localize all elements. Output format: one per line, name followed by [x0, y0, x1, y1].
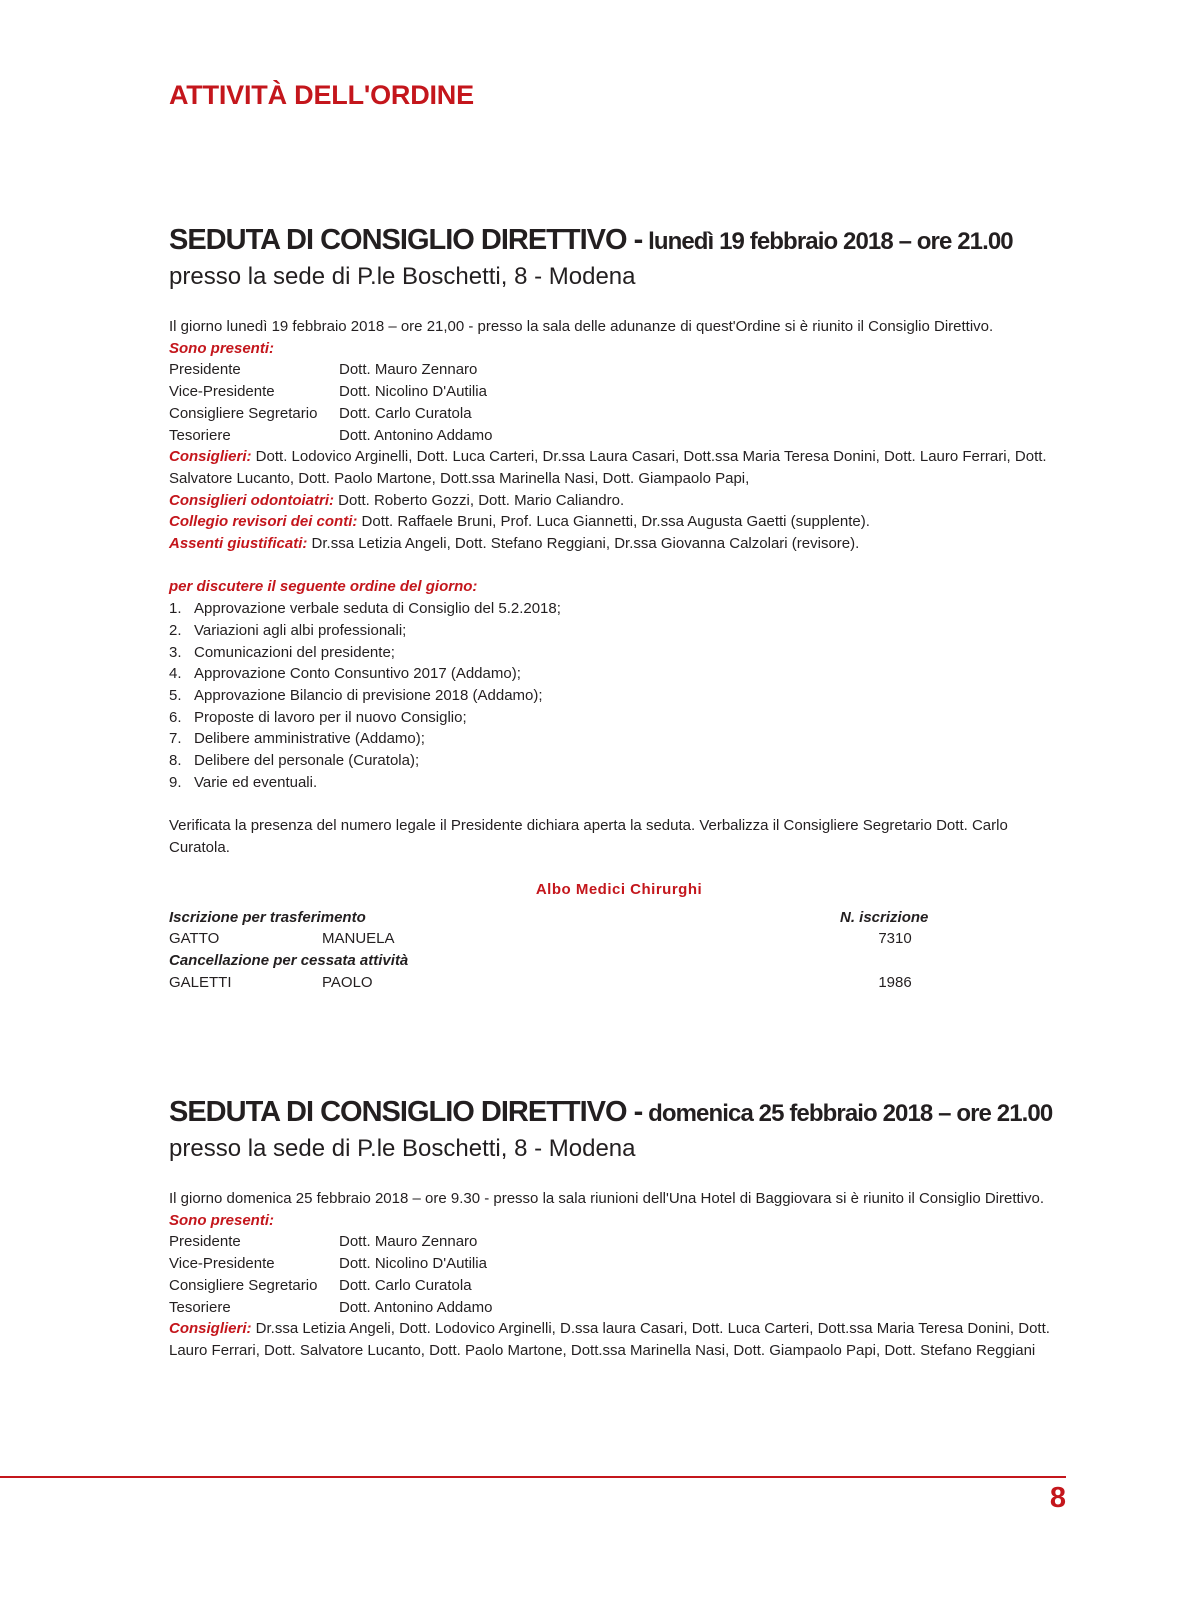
footer-divider — [0, 1476, 1066, 1478]
member-group — [169, 490, 1069, 512]
member-group-label: Consiglieri: — [169, 448, 252, 466]
agenda-item-number: 1. — [169, 600, 182, 618]
agenda-item — [169, 642, 1069, 664]
agenda-item — [169, 707, 1069, 729]
agenda-item — [169, 598, 1069, 620]
albo-table — [169, 907, 1069, 994]
seduta-title-main: SEDUTA DI CONSIGLIO DIRETTIVO - — [169, 224, 643, 256]
member-group-names: Dott. Lodovico Arginelli, Dott. Luca Carteri, Dr.ssa Laura Casari, Dott.ssa Maria Teresa Donini, Dott. Lauro Ferrari, Dott. Salvatore Lucanto, Dott. Paolo Martone, Dott.ssa Marinella Nasi, Dott. Giampaolo Papi, — [169, 448, 1047, 487]
albo-number: 1986 — [878, 973, 912, 991]
role-title: Vice-Presidente — [169, 383, 275, 401]
seduta-25-febbraio — [169, 1094, 1069, 1362]
member-group-names: Dr.ssa Letizia Angeli, Dott. Stefano Reggiani, Dr.ssa Giovanna Calzolari (revisore). — [307, 535, 860, 553]
role-person: Dott. Nicolino D'Autilia — [339, 383, 487, 401]
agenda-item-number: 2. — [169, 621, 182, 639]
role-title: Presidente — [169, 361, 241, 379]
agenda-item — [169, 620, 1069, 642]
member-group — [169, 533, 1069, 555]
seduta-date: domenica 25 febbraio 2018 – ore 21.00 — [642, 1100, 1053, 1127]
role-row — [169, 403, 1069, 425]
member-group-names: Dr.ssa Letizia Angeli, Dott. Lodovico Arginelli, D.ssa laura Casari, Dott. Luca Carteri, Dott.ssa Maria Teresa Donini, Dott. Lauro Ferrari, Dott. Salvatore Lucanto, Dott. Paolo Martone, Dott.ssa Marinella Nasi, Dott. Giampaolo Papi, Dott. Stefano Reggiani — [169, 1320, 1050, 1359]
member-group — [169, 511, 1069, 533]
seduta-intro: Il giorno lunedì 19 febbraio 2018 – ore 21,00 - presso la sala delle adunanze di quest'Ordine si è riunito il Consiglio Direttivo. — [169, 318, 994, 335]
albo-surname: GALETTI — [169, 973, 232, 991]
seduta-date: lunedì 19 febbraio 2018 – ore 21.00 — [642, 228, 1013, 255]
agenda-item-number: 9. — [169, 773, 182, 791]
seduta-title — [169, 222, 1069, 260]
albo-firstname: PAOLO — [322, 973, 373, 991]
agenda-item-text: Approvazione verbale seduta di Consiglio del 5.2.2018; — [194, 600, 561, 618]
role-title: Tesoriere — [169, 1298, 231, 1316]
numero-iscrizione-label: N. iscrizione — [840, 908, 929, 926]
agenda-item-text: Comunicazioni del presidente; — [194, 643, 395, 661]
member-group-label: Collegio revisori dei conti: — [169, 513, 358, 531]
section-header: ATTIVITÀ DELL'ORDINE — [169, 80, 474, 110]
agenda-item — [169, 685, 1069, 707]
seduta-19-febbraio — [169, 222, 1069, 993]
role-person: Dott. Antonino Addamo — [339, 426, 493, 444]
albo-row — [169, 928, 1069, 950]
member-group — [169, 446, 1069, 489]
agenda-item-text: Varie ed eventuali. — [194, 773, 318, 791]
member-group-label: Consiglieri odontoiatri: — [169, 491, 334, 509]
seduta-title — [169, 1094, 1069, 1132]
agenda-item-number: 6. — [169, 708, 182, 726]
agenda-item-number: 8. — [169, 752, 182, 770]
role-title: Vice-Presidente — [169, 1255, 275, 1273]
albo-firstname: MANUELA — [322, 930, 395, 948]
role-row — [169, 1253, 1069, 1275]
role-row — [169, 381, 1069, 403]
agenda-item-text: Variazioni agli albi professionali; — [194, 621, 407, 639]
agenda-label: per discutere il seguente ordine del giorno: — [169, 578, 478, 596]
albo-title: Albo Medici Chirurghi — [535, 880, 703, 898]
seduta-title-main: SEDUTA DI CONSIGLIO DIRETTIVO - — [169, 1096, 643, 1128]
agenda-list — [169, 598, 1069, 793]
member-group-names: Dott. Roberto Gozzi, Dott. Mario Caliandro. — [334, 491, 625, 509]
agenda-item — [169, 772, 1069, 794]
verifica-paragraph: Verificata la presenza del numero legale il Presidente dichiara aperta la seduta. Verbalizza il Consigliere Segretario Dott. Carlo Curatola. — [169, 817, 1008, 856]
role-person: Dott. Antonino Addamo — [339, 1298, 493, 1316]
albo-header-row — [169, 907, 1069, 929]
member-group-label: Consiglieri: — [169, 1320, 252, 1338]
page-number: 8 — [1049, 1482, 1066, 1514]
agenda-item-text: Proposte di lavoro per il nuovo Consiglio; — [194, 708, 467, 726]
agenda-item — [169, 750, 1069, 772]
agenda-item-text: Delibere amministrative (Addamo); — [194, 730, 425, 748]
role-person: Dott. Carlo Curatola — [339, 1276, 472, 1294]
seduta-location: presso la sede di P.le Boschetti, 8 - Modena — [169, 263, 636, 290]
role-title: Presidente — [169, 1233, 241, 1251]
agenda-item — [169, 663, 1069, 685]
albo-row — [169, 972, 1069, 994]
agenda-item-number: 5. — [169, 686, 182, 704]
agenda-item-text: Approvazione Conto Consuntivo 2017 (Addamo); — [194, 665, 521, 683]
role-title: Tesoriere — [169, 426, 231, 444]
agenda-item-number: 4. — [169, 665, 182, 683]
seduta-intro: Il giorno domenica 25 febbraio 2018 – ore 9.30 - presso la sala riunioni dell'Una Hotel di Baggiovara si è riunito il Consiglio Direttivo. — [169, 1190, 1045, 1207]
agenda-item-text: Delibere del personale (Curatola); — [194, 752, 420, 770]
albo-surname: GATTO — [169, 930, 220, 948]
presenti-label: Sono presenti: — [169, 339, 275, 357]
role-row — [169, 1275, 1069, 1297]
cancellazione-label: Cancellazione per cessata attività — [169, 951, 409, 969]
presenti-label: Sono presenti: — [169, 1211, 275, 1229]
role-row — [169, 425, 1069, 447]
member-group-names: Dott. Raffaele Bruni, Prof. Luca Giannetti, Dr.ssa Augusta Gaetti (supplente). — [357, 513, 870, 531]
role-title: Consigliere Segretario — [169, 404, 318, 422]
agenda-item-number: 3. — [169, 643, 182, 661]
agenda-item — [169, 728, 1069, 750]
role-person: Dott. Mauro Zennaro — [339, 1233, 478, 1251]
role-person: Dott. Carlo Curatola — [339, 404, 472, 422]
member-group-label: Assenti giustificati: — [169, 535, 308, 553]
role-row — [169, 1297, 1069, 1319]
role-title: Consigliere Segretario — [169, 1276, 318, 1294]
seduta-location: presso la sede di P.le Boschetti, 8 - Modena — [169, 1135, 636, 1162]
role-row — [169, 359, 1069, 381]
member-group — [169, 1318, 1069, 1361]
role-person: Dott. Mauro Zennaro — [339, 361, 478, 379]
agenda-item-text: Approvazione Bilancio di previsione 2018 (Addamo); — [194, 686, 543, 704]
iscrizione-label: Iscrizione per trasferimento — [169, 908, 366, 926]
role-row — [169, 1231, 1069, 1253]
role-person: Dott. Nicolino D'Autilia — [339, 1255, 487, 1273]
agenda-item-number: 7. — [169, 730, 182, 748]
albo-number: 7310 — [878, 930, 912, 948]
roles-list — [169, 359, 1069, 446]
roles-list — [169, 1231, 1069, 1318]
